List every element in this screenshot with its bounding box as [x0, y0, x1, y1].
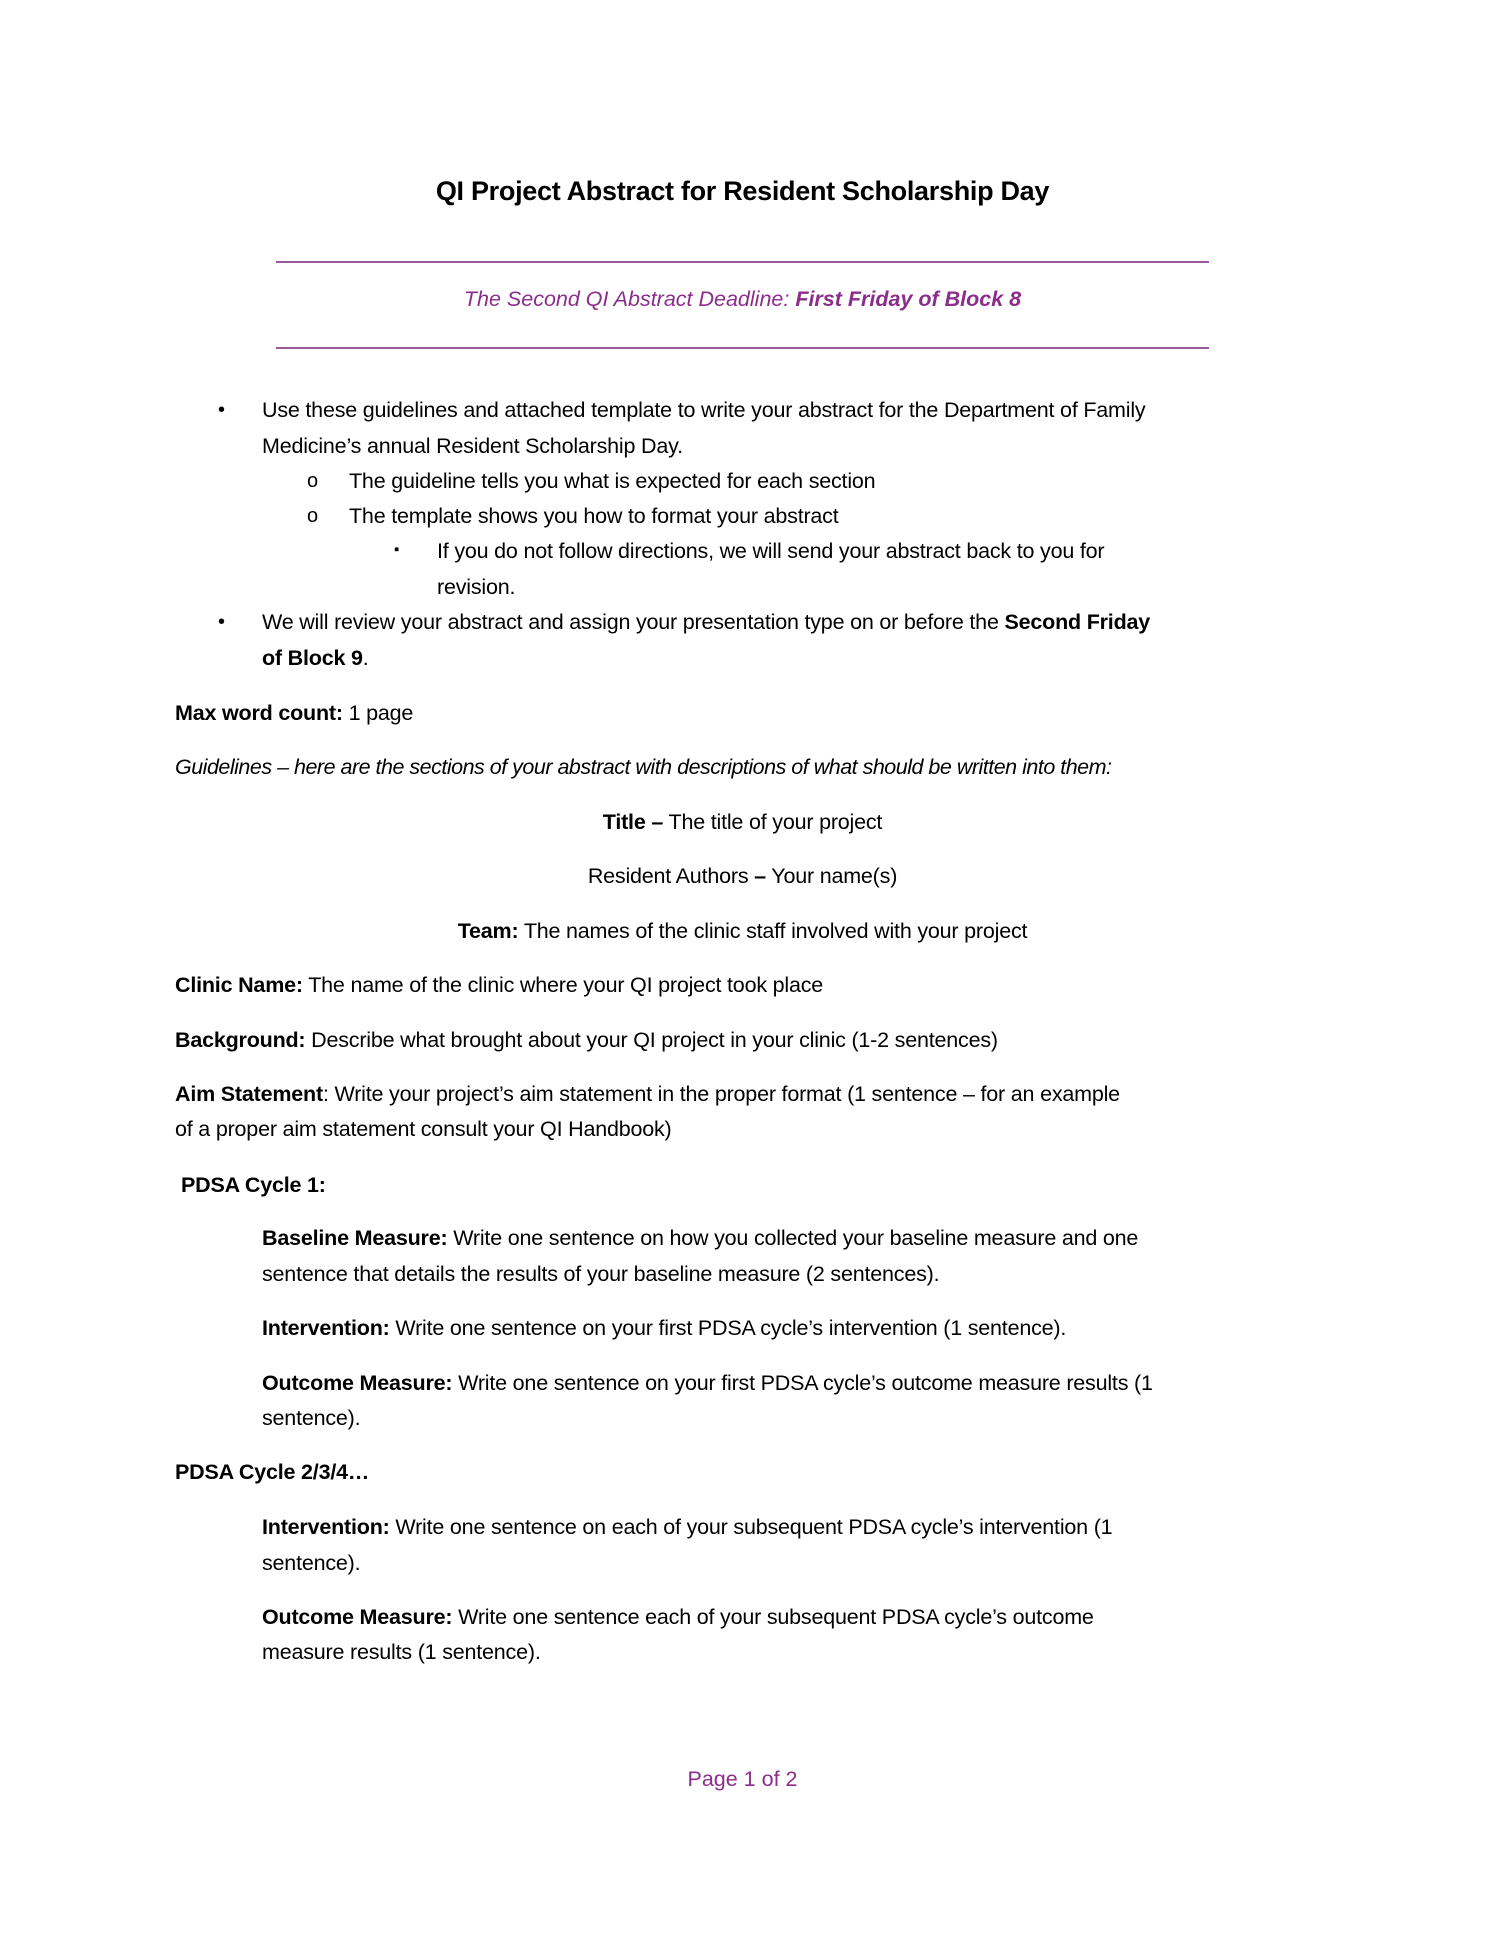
- deadline-date: First Friday of Block 8: [795, 287, 1022, 311]
- section-team: [0, 913, 1485, 949]
- bullet-1-line-2: Medicine’s annual Resident Scholarship Day.: [262, 434, 683, 458]
- bullet-2-bold: Second Friday: [1004, 610, 1151, 634]
- description: Write one sentence each of your subsequent PDSA cycle’s outcome: [452, 1605, 1094, 1629]
- pdsa-cycle-2-heading: PDSA Cycle 2/3/4…: [175, 1460, 370, 1484]
- sub-bullet-2: The template shows you how to format your abstract: [349, 504, 839, 528]
- section-authors: [0, 858, 1485, 894]
- square-bullet-icon: ▪: [394, 541, 400, 558]
- sub-sub-bullet-line-1: If you do not follow directions, we will send your abstract back to you for: [437, 539, 1105, 563]
- label: Clinic Name:: [175, 973, 303, 997]
- bullet-icon: •: [218, 399, 226, 421]
- label: Title –: [602, 810, 664, 834]
- label: Outcome Measure:: [262, 1605, 453, 1629]
- sub-bullet-icon: o: [307, 505, 319, 527]
- max-word-count: [175, 695, 413, 731]
- deadline-label: The Second QI Abstract Deadline:: [463, 287, 796, 311]
- pdsa1-baseline-line-2: sentence that details the results of your baseline measure (2 sentences).: [262, 1262, 940, 1286]
- section-aim-line-2: of a proper aim statement consult your QI Handbook): [175, 1117, 672, 1141]
- section-title: [0, 804, 1485, 840]
- document-title: QI Project Abstract for Resident Scholarship Day: [435, 176, 1050, 206]
- description: Write one sentence on each of your subsequent PDSA cycle’s intervention (1: [389, 1515, 1113, 1539]
- label: Background:: [175, 1028, 306, 1052]
- pdsa-cycle-1-heading: PDSA Cycle 1:: [181, 1173, 326, 1197]
- description: Write one sentence on your first PDSA cycle’s outcome measure results (1: [452, 1371, 1153, 1395]
- pdsa2-intervention: [262, 1509, 1112, 1545]
- section-clinic: [175, 967, 823, 1003]
- section-aim: [175, 1076, 1120, 1112]
- page-number: Page 1 of 2: [687, 1767, 798, 1791]
- max-word-value: 1 page: [342, 701, 414, 725]
- description: : Write your project’s aim statement in the proper format (1 sentence – for an example: [322, 1082, 1120, 1106]
- bullet-2-bold-2: of Block 9: [262, 646, 363, 670]
- sub-bullet-icon: o: [307, 470, 319, 492]
- label: Team:: [457, 919, 519, 943]
- description: Write one sentence on your first PDSA cycle’s intervention (1 sentence).: [389, 1316, 1067, 1340]
- bullet-2-line-2: [262, 640, 369, 676]
- description: Write one sentence on how you collected your baseline measure and one: [447, 1226, 1139, 1250]
- bullet-2-end: .: [362, 646, 369, 670]
- bullet-1-line-1: Use these guidelines and attached template to write your abstract for the Department of Family: [262, 398, 1146, 422]
- divider-top: [276, 261, 1209, 263]
- label: Baseline Measure:: [262, 1226, 448, 1250]
- pdsa1-outcome-line-2: sentence).: [262, 1406, 361, 1430]
- sub-bullet-1: The guideline tells you what is expected for each section: [349, 469, 876, 493]
- bullet-icon: •: [218, 611, 226, 633]
- label: Outcome Measure:: [262, 1371, 453, 1395]
- description: The title of your project: [663, 810, 883, 834]
- sub-sub-bullet-line-2: revision.: [437, 575, 516, 599]
- description: The name of the clinic where your QI project took place: [302, 973, 824, 997]
- label: Aim Statement: [175, 1082, 323, 1106]
- label: Resident Authors: [587, 864, 755, 888]
- description: Your name(s): [765, 864, 898, 888]
- section-background: [175, 1022, 998, 1058]
- max-word-label: Max word count:: [175, 701, 343, 725]
- bullet-2-text: We will review your abstract and assign your presentation type on or before the: [262, 610, 1005, 634]
- deadline-banner: [0, 287, 1485, 312]
- pdsa1-outcome: [262, 1365, 1153, 1401]
- guidelines-intro: Guidelines – here are the sections of your abstract with descriptions of what should be written into them:: [175, 755, 1112, 779]
- bullet-2-line-1: [262, 604, 1150, 640]
- pdsa1-baseline: [262, 1220, 1138, 1256]
- pdsa1-intervention: [262, 1310, 1066, 1346]
- pdsa2-outcome-line-2: measure results (1 sentence).: [262, 1640, 541, 1664]
- description: Describe what brought about your QI project in your clinic (1-2 sentences): [305, 1028, 998, 1052]
- label: Intervention:: [262, 1515, 390, 1539]
- dash: –: [754, 864, 766, 888]
- divider-bottom: [276, 347, 1209, 349]
- description: The names of the clinic staff involved with your project: [518, 919, 1028, 943]
- label: Intervention:: [262, 1316, 390, 1340]
- pdsa2-intervention-line-2: sentence).: [262, 1551, 361, 1575]
- pdsa2-outcome: [262, 1599, 1094, 1635]
